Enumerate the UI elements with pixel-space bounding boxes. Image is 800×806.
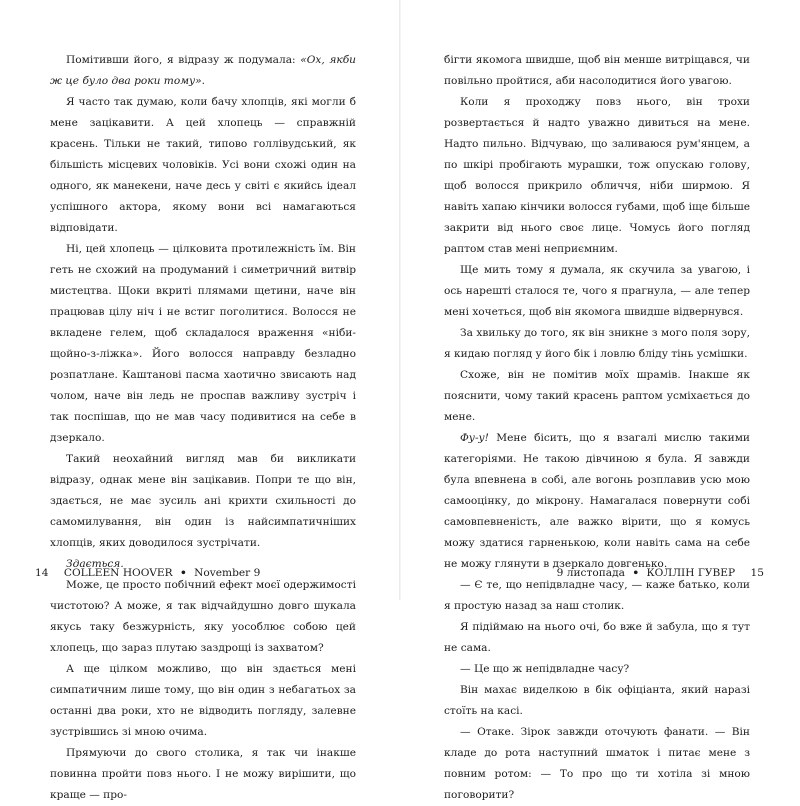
- left-page-footer: 14 COLLEEN HOOVER • November 9: [35, 567, 261, 579]
- running-head-title: 9 листопада: [556, 567, 625, 579]
- italic-text: Фу-у!: [460, 432, 489, 444]
- paragraph: За хвильку до того, як він зникне з мого поля зору, я кидаю погляд у його бік і ловлю бліду тінь усмішки.: [444, 327, 750, 360]
- page-number: 14: [35, 567, 49, 579]
- left-page-text: [50, 50, 356, 806]
- text-run: Помітивши його, я відразу ж подумала:: [66, 54, 301, 66]
- paragraph: — Це що ж непідвладне часу?: [460, 663, 630, 675]
- right-page-footer: 9 листопада • КОЛЛІН ГУВЕР 15: [556, 567, 764, 579]
- paragraph: Схоже, він не помітив моїх шрамів. Інакше як пояснити, чому такий красень раптом усміхається до мене.: [444, 369, 750, 423]
- paragraph: Я часто так думаю, коли бачу хлопців, які могли б мене зацікавити. А цей хлопець — справжній красень. Тільки не такий, типово голлівудський, як більшість місцевих чоловіків. Усі вони схожі один на одного, як манекени, наче десь у світі є якийсь ідеал успішного актора, якому вони всі намагаються відповідати.: [50, 96, 356, 234]
- italic-text: «Ох, якби ж це було два роки тому»: [50, 54, 356, 87]
- text-run: .: [201, 75, 205, 87]
- paragraph: Прямуючи до свого столика, я так чи інакше повинна пройти повз нього. І не можу вирішити, що краще — про-: [50, 747, 356, 801]
- paragraph: А ще цілком можливо, що він здається мені симпатичним лише тому, що він один з небагатьох за останні два роки, хто не відводить погляду, залевне зустрівшись зі мною очима.: [50, 663, 356, 738]
- paragraph: бігти якомога швидше, щоб він менше витріщався, чи повільно пройтися, аби насолодитися його увагою.: [444, 54, 750, 87]
- running-head-author: COLLEEN HOOVER: [63, 567, 173, 579]
- running-head-title: November 9: [194, 567, 261, 579]
- italic-text: Здається.: [66, 558, 124, 570]
- paragraph: Ні, цей хлопець — цілковита протилежність їм. Він геть не схожий на продуманий і симетричний витвір мистецтва. Щоки вкриті плямами щетини, наче він працював цілу ніч і не встиг поголитися. Волосся не вкладене гелем, щоб складалося враження «ніби-щойно-з-ліжка». Його волосся направду безладно розпатлане. Каштанові пасма хаотично звисають над чолом, наче він ледь не проспав важливу зустріч і так поспішав, що не мав часу подивитися на себе в дзеркало.: [50, 243, 356, 444]
- paragraph: Такий неохайний вигляд мав би викликати відразу, однак мене він зацікавив. Попри те що він, здається, не має зусиль ані крихти схильності до самомилування, він один із найсимпатичніших хлопців, яких доводилося зустрічати.: [50, 453, 356, 549]
- page-number: 15: [750, 567, 764, 579]
- paragraph: — Є те, що непідвладне часу, — каже батько, коли я простую назад за наш столик.: [444, 579, 750, 612]
- paragraph: Я підіймаю на нього очі, бо вже й забула, що я тут не сама.: [444, 621, 750, 654]
- paragraph: Ще мить тому я думала, як скучила за увагою, і ось нарешті сталося те, чого я прагнула, — але тепер мені хочеться, щоб він якомога швидше відвернувся.: [444, 264, 750, 318]
- paragraph: [444, 428, 750, 575]
- paragraph: — Отаке. Зірок завжди оточують фанати. — Він кладе до рота наступний шматок і питає мене з повним ротом: — То про що ти хотіла зі мною поговорити?: [444, 726, 750, 801]
- running-head-author: КОЛЛІН ГУВЕР: [646, 567, 736, 579]
- paragraph: Коли я проходжу повз нього, він трохи розвертається й надто уважно дивиться на мене. Надто пильно. Відчуваю, що заливаюся рум'янцем, а по шкірі пробігають мурашки, тож опускаю голову, щоб волосся прикрило обличчя, ніби ширмою. Я навіть хапаю кінчики волосся губами, щоб іще більше закрити від нього своє лице. Чомусь його погляд раптом став мені неприємним.: [444, 96, 750, 255]
- paragraph: [50, 50, 356, 92]
- right-page-text: [444, 50, 750, 806]
- text-run: Мене бісить, що я взагалі мислю такими категоріями. Не такою дівчиною я була. Я завжди була впевнена в собі, але вогонь розплавив усю мою самооцінку, до мікрону. Намагалася повернути собі самовпевненість, але важко вірити, що я комусь можу здатися гарненькою, коли навіть сама на себе не можу глянути в дзеркало довгенько.: [444, 432, 750, 570]
- paragraph: Може, це просто побічний ефект моєї одержимості чистотою? А може, я так відчайдушно довго шукала якусь таку безжурність, яку уособлює собою цей хлопець, що зараз плутаю заздрощі із захватом?: [50, 579, 356, 654]
- paragraph: Він махає виделкою в бік офіціанта, який наразі стоїть на касі.: [444, 684, 750, 717]
